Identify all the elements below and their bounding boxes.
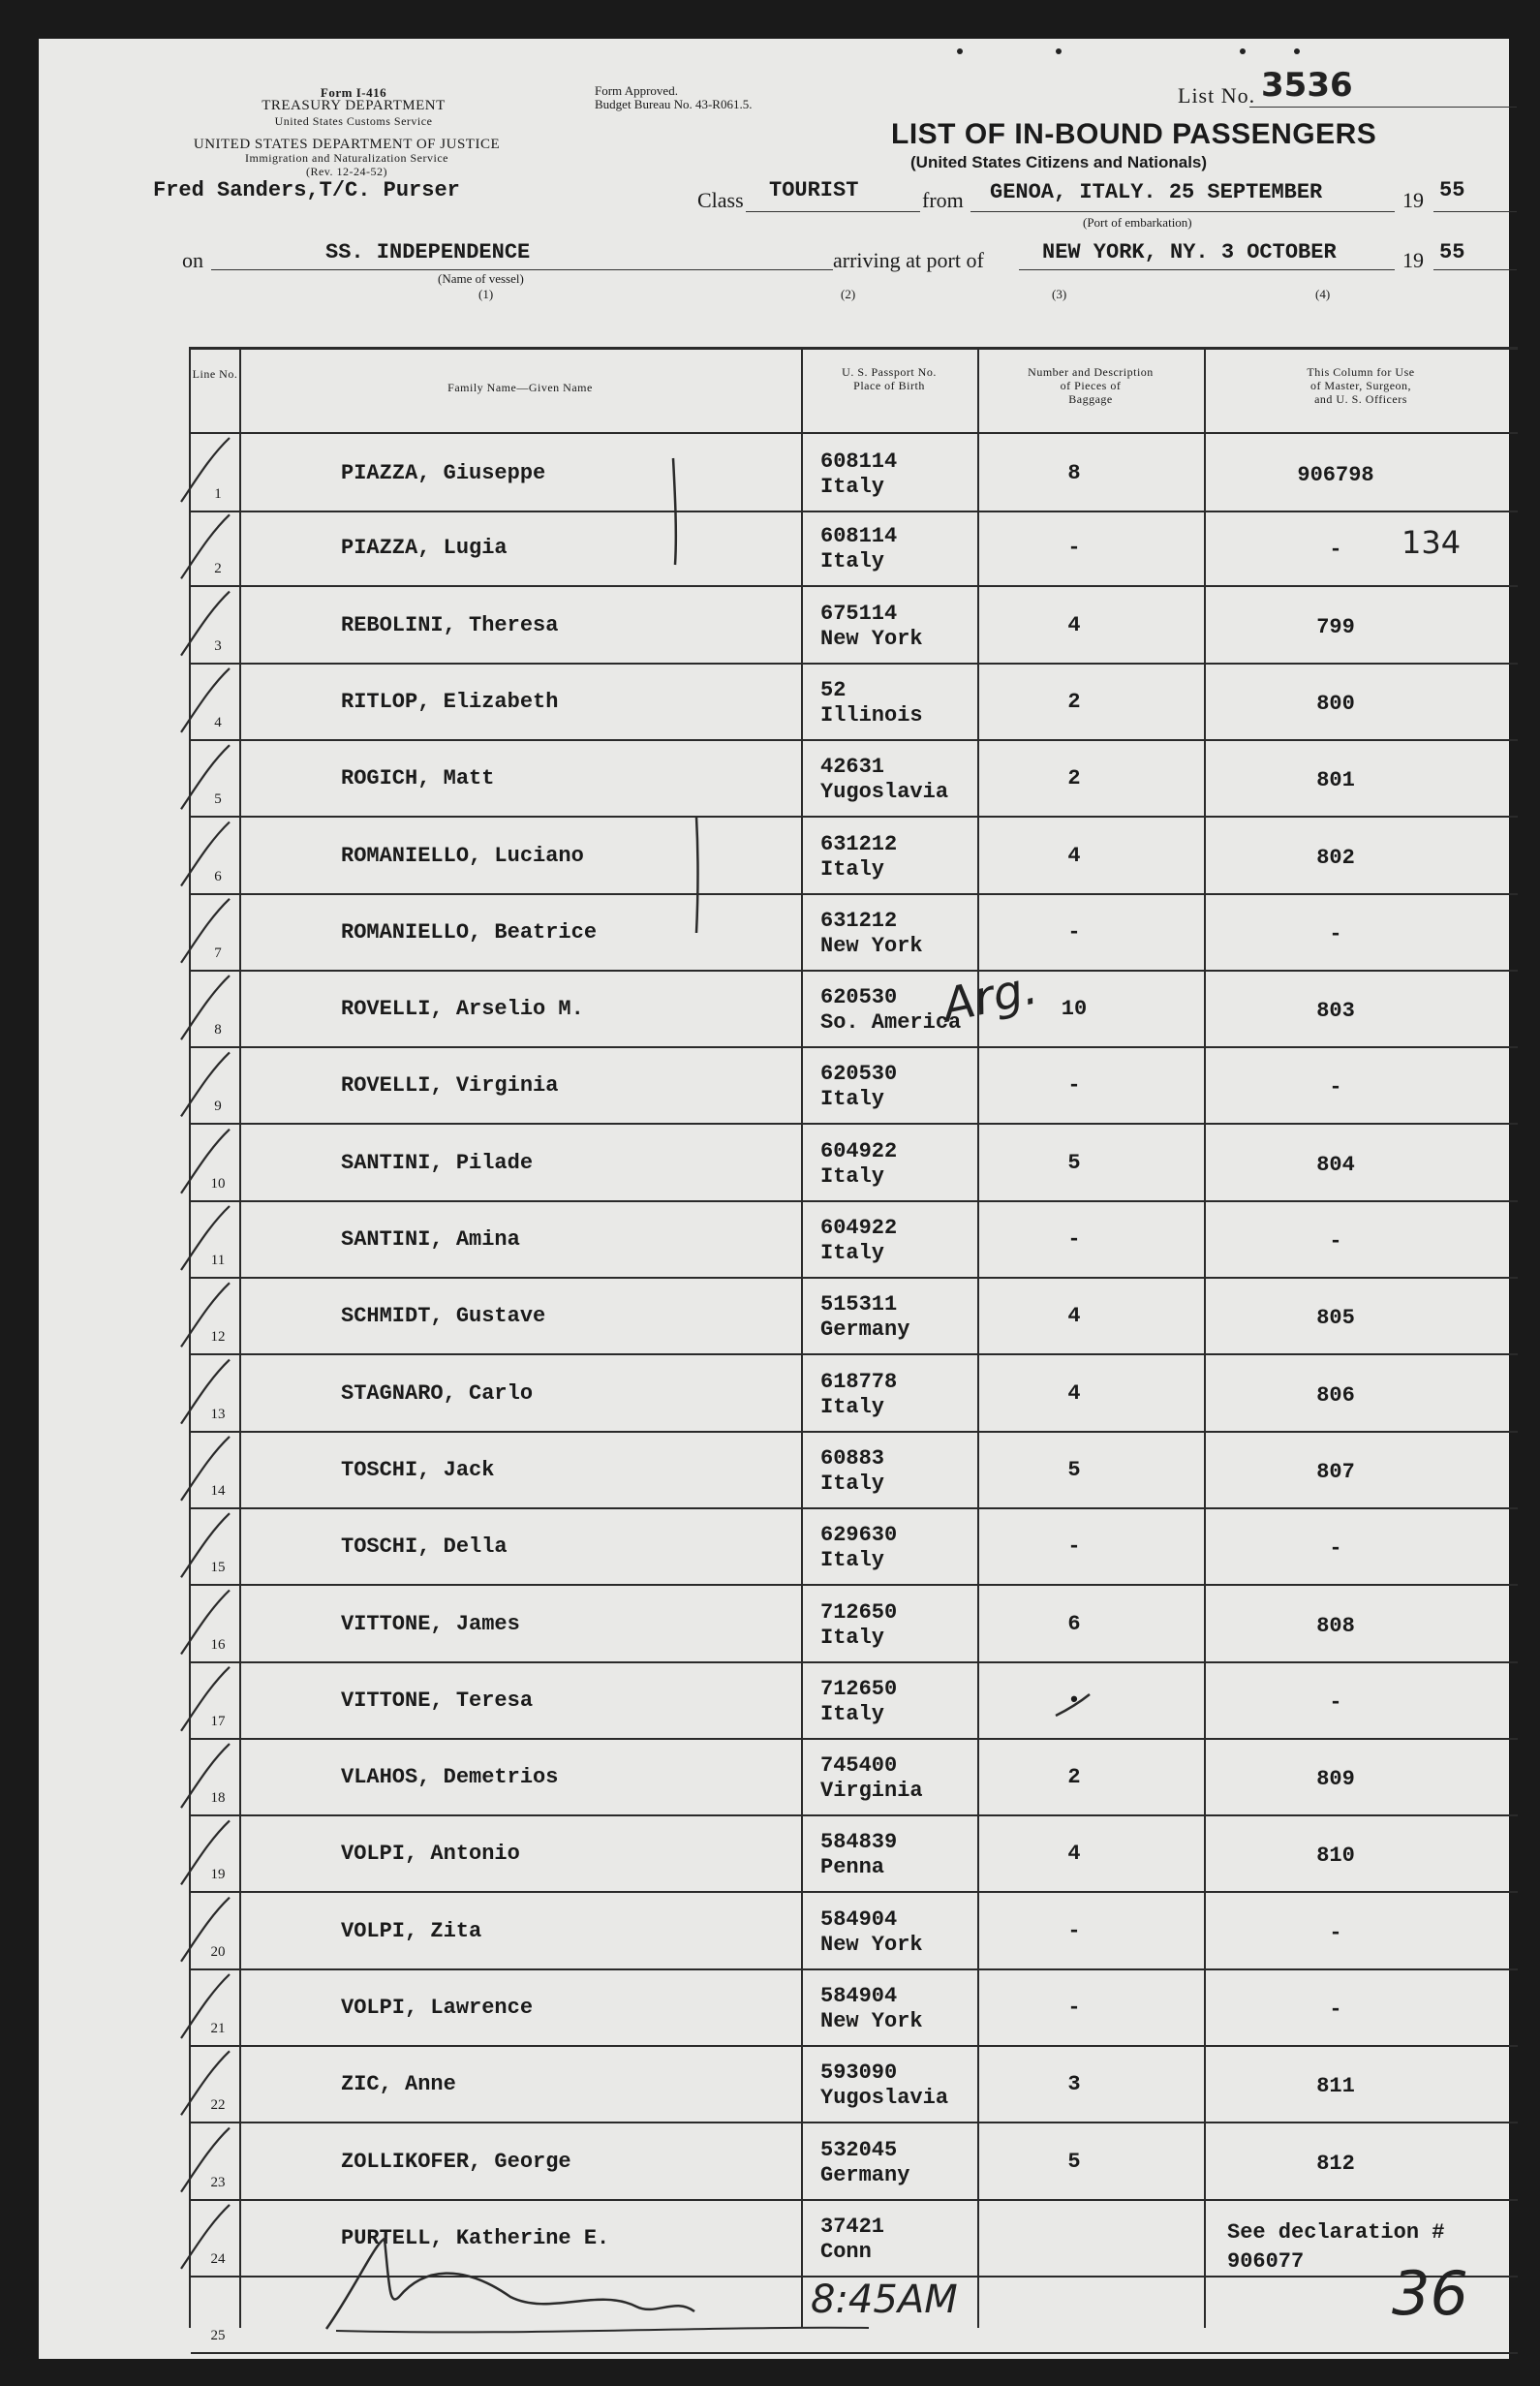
bracket-mark (696, 817, 698, 933)
officer-entry: 808 (1316, 1613, 1355, 1638)
place-of-birth: New York (820, 2009, 923, 2033)
form-approved: Form Approved. (595, 83, 678, 98)
passenger-name: VOLPI, Antonio (341, 1842, 520, 1867)
line-number: 19 (210, 1867, 226, 1883)
passenger-name: ROVELLI, Arselio M. (341, 997, 584, 1022)
ins-service: Immigration and Naturalization Service (245, 151, 448, 165)
line-number: 2 (214, 561, 222, 577)
line-number: 17 (210, 1713, 226, 1729)
passport-number: 631212 (820, 831, 898, 856)
passport-number: 675114 (820, 601, 898, 626)
line-number: 15 (210, 1560, 226, 1576)
place-of-birth: Italy (820, 549, 885, 574)
passport-number: 618778 (820, 1369, 898, 1394)
on-label: on (182, 248, 203, 272)
from-label: from (922, 188, 964, 212)
arg-note: Arg. (938, 960, 1043, 1034)
place-of-birth: Germany (820, 1317, 910, 1343)
passenger-name: ZIC, Anne (341, 2072, 456, 2097)
arrival-underline (1019, 269, 1395, 270)
passport-number: 712650 (820, 1599, 898, 1625)
baggage-count: - (1067, 919, 1081, 945)
tick-mark (181, 438, 230, 502)
budget-bureau: Budget Bureau No. 43-R061.5. (595, 97, 753, 111)
officer-entry: 805 (1316, 1306, 1355, 1331)
officer-entry: 801 (1316, 768, 1355, 793)
passenger-name: VOLPI, Lawrence (341, 1996, 534, 2020)
baggage-count: 2 (1067, 689, 1081, 714)
passport-number: 593090 (820, 2061, 898, 2086)
passport-number: 604922 (820, 1216, 898, 1240)
form-number: Form I-416 (320, 85, 387, 100)
passenger-name: PURTELL, Katherine E. (341, 2225, 610, 2250)
year-underline (1433, 211, 1517, 212)
list-no-value: 3536 (1261, 66, 1353, 105)
line-number: 24 (210, 2250, 226, 2267)
officer-entry: - (1329, 1075, 1342, 1100)
passport-number: 608114 (820, 524, 898, 549)
baggage-count: - (1067, 1918, 1081, 1943)
vessel-underline (211, 269, 833, 270)
passenger-name: TOSCHI, Della (341, 1534, 508, 1560)
passenger-name: VITTONE, Teresa (341, 1688, 534, 1713)
passport-number: 620530 (820, 985, 898, 1010)
baggage-count: 8 (1067, 461, 1081, 485)
line-number: 16 (210, 1636, 226, 1653)
document-page (39, 39, 1509, 2359)
line-number: 10 (210, 1175, 226, 1192)
edge-dot (1056, 48, 1062, 54)
class-label: Class (697, 188, 744, 212)
officer-entry: 807 (1316, 1459, 1355, 1484)
year2-prefix: 19 (1402, 248, 1424, 272)
col-header-officer-l2: of Master, Surgeon, (1309, 379, 1412, 392)
line-number: 22 (210, 2097, 226, 2114)
passenger-name: VITTONE, James (341, 1611, 520, 1636)
line-number: 13 (210, 1406, 226, 1422)
tick-mark (181, 1052, 230, 1116)
passenger-name: ROMANIELLO, Beatrice (341, 919, 598, 945)
year-value: 55 (1439, 178, 1465, 202)
col-header-baggage-l1: Number and Description (1028, 365, 1154, 379)
place-of-birth: Penna (820, 1855, 885, 1880)
col-header-passport-l1: U. S. Passport No. (842, 365, 937, 379)
officer-entry: 802 (1316, 845, 1355, 870)
place-of-birth: Italy (820, 1471, 885, 1496)
passenger-table (189, 347, 1518, 2344)
line-number: 7 (214, 945, 222, 961)
passport-number: 620530 (820, 1062, 898, 1087)
place-of-birth: Italy (820, 856, 885, 882)
officer-entry: - (1329, 1920, 1342, 1945)
officer-entry: - (1329, 1689, 1342, 1715)
place-of-birth: Italy (820, 1394, 885, 1419)
tick-mark (181, 976, 230, 1039)
passenger-name: SANTINI, Amina (341, 1227, 520, 1252)
baggage-count: 5 (1067, 1150, 1081, 1175)
treasury-department: TREASURY DEPARTMENT (262, 98, 446, 113)
passenger-name: ROMANIELLO, Luciano (341, 843, 584, 868)
baggage-count: 6 (1067, 1611, 1081, 1636)
baggage-count: 3 (1067, 2072, 1081, 2097)
col-header-name: Family Name—Given Name (447, 381, 593, 394)
passenger-name: REBOLINI, Theresa (341, 612, 559, 637)
col-header-passport-l2: Place of Birth (853, 379, 925, 392)
baggage-count: - (1067, 1073, 1081, 1099)
tick-mark (181, 514, 230, 578)
line-number: 8 (214, 1022, 222, 1038)
place-of-birth: Italy (820, 1548, 885, 1573)
passport-number: 52 (820, 677, 847, 702)
place-of-birth: Italy (820, 1163, 885, 1189)
line-number: 14 (210, 1482, 226, 1499)
tick-mark (181, 1898, 230, 1962)
page-subtitle: (United States Citizens and Nationals) (910, 153, 1208, 171)
place-of-birth: New York (820, 933, 923, 958)
baggage-count: 4 (1067, 1842, 1081, 1867)
baggage-count: 2 (1067, 1765, 1081, 1790)
arrival-value: NEW YORK, NY. 3 OCTOBER (1042, 240, 1337, 264)
place-of-birth: Italy (820, 1701, 885, 1726)
baggage-count: 2 (1067, 766, 1081, 791)
edge-dot (957, 48, 963, 54)
year2-value: 55 (1439, 240, 1465, 264)
officer-entry: 804 (1316, 1152, 1355, 1177)
customs-service: United States Customs Service (274, 114, 433, 128)
line-number: 4 (214, 714, 222, 730)
baggage-count: - (1067, 1996, 1081, 2020)
place-of-birth: Yugoslavia (820, 780, 949, 805)
baggage-count: • (1067, 1688, 1081, 1713)
tick-mark (181, 1360, 230, 1424)
passport-number: 631212 (820, 908, 898, 933)
officer-entry: 906798 (1297, 463, 1374, 487)
tick-mark (181, 2128, 230, 2192)
passport-number: 60883 (820, 1445, 885, 1471)
tick-mark (181, 592, 230, 656)
passenger-name: PIAZZA, Lugia (341, 536, 508, 561)
doj-department: UNITED STATES DEPARTMENT OF JUSTICE (193, 137, 501, 152)
line-number: 1 (214, 486, 222, 502)
page-count-note: 36 (1392, 2258, 1468, 2329)
baggage-count: 5 (1067, 1457, 1081, 1482)
place-of-birth: So. America (820, 1010, 962, 1036)
passport-number: 629630 (820, 1523, 898, 1548)
passport-number: 604922 (820, 1138, 898, 1163)
col4-number: (4) (1315, 287, 1331, 301)
line-number: 3 (214, 637, 222, 654)
col-header-line: Line No. (192, 367, 238, 381)
tick-mark (181, 1591, 230, 1655)
baggage-count: 4 (1067, 612, 1081, 637)
list-no-label: List No. (1178, 83, 1256, 108)
officer-entry: - (1329, 921, 1342, 946)
year-prefix: 19 (1402, 188, 1424, 212)
place-of-birth: Yugoslavia (820, 2086, 949, 2111)
col-header-baggage-l2: of Pieces of (1060, 379, 1122, 392)
tick-mark (181, 822, 230, 886)
col-header-officer-l3: and U. S. Officers (1314, 392, 1407, 406)
line-number: 20 (210, 1943, 226, 1960)
line-number: 23 (210, 2174, 226, 2190)
page-title: LIST OF IN-BOUND PASSENGERS (891, 118, 1377, 150)
tick-mark (181, 1206, 230, 1270)
officer-entry: - (1329, 1998, 1342, 2022)
purser-name: Fred Sanders,T/C. Purser (153, 178, 460, 202)
col1-number: (1) (478, 287, 494, 301)
place-of-birth: Italy (820, 1087, 885, 1112)
class-underline (746, 211, 920, 212)
place-of-birth: Germany (820, 2162, 910, 2187)
officer-entry: 811 (1316, 2074, 1355, 2099)
tick-mark (181, 1974, 230, 2038)
officer-entry: 800 (1316, 691, 1355, 716)
place-of-birth: Italy (820, 475, 885, 499)
baggage-count: 10 (1061, 997, 1088, 1022)
bracket-mark (673, 458, 676, 565)
line-number: 5 (214, 791, 222, 808)
edge-dot (1294, 48, 1300, 54)
officer-entry: - (1329, 1536, 1342, 1562)
passenger-name: PIAZZA, Giuseppe (341, 461, 546, 485)
baggage-count: - (1067, 536, 1081, 561)
officer-entry: 799 (1316, 614, 1355, 639)
officer-entry: - (1329, 538, 1342, 563)
officer-entry: 803 (1316, 999, 1355, 1024)
tick-mark (181, 2205, 230, 2269)
col2-number: (2) (841, 287, 856, 301)
passenger-name: VOLPI, Zita (341, 1918, 482, 1943)
baggage-count: - (1067, 1534, 1081, 1560)
line-number: 6 (214, 868, 222, 884)
passport-number: 515311 (820, 1292, 898, 1317)
passport-number: 584839 (820, 1830, 898, 1855)
line-number: 9 (214, 1099, 222, 1115)
line-number: 11 (210, 1253, 226, 1268)
place-of-birth: Italy (820, 1241, 885, 1265)
class-value: TOURIST (769, 178, 859, 202)
tick-mark (1056, 1694, 1090, 1716)
passenger-name: VLAHOS, Demetrios (341, 1765, 559, 1790)
place-of-birth: Conn (820, 2239, 872, 2264)
passport-number: 608114 (820, 449, 898, 474)
passport-number: 712650 (820, 1676, 898, 1701)
embarkation-value: GENOA, ITALY. 25 SEPTEMBER (990, 180, 1323, 204)
passenger-name: SCHMIDT, Gustave (341, 1304, 546, 1329)
passenger-name: RITLOP, Elizabeth (341, 689, 559, 714)
col-header-officer-l1: This Column for Use (1307, 365, 1415, 379)
line-number: 18 (210, 1790, 226, 1807)
officer-entry: See declaration # 906077 (1227, 2219, 1445, 2274)
place-of-birth: Illinois (820, 702, 923, 728)
officer-entry: 812 (1316, 2151, 1355, 2176)
tick-mark (181, 1667, 230, 1731)
arriving-label: arriving at port of (833, 248, 984, 272)
place-of-birth: Virginia (820, 1779, 923, 1804)
from-underline (970, 211, 1395, 212)
officer-entry: 810 (1316, 1844, 1355, 1869)
vessel-name: SS. INDEPENDENCE (325, 240, 531, 264)
passenger-name: ROGICH, Matt (341, 766, 495, 791)
line-number: 12 (210, 1329, 226, 1346)
line-number: 25 (210, 2328, 226, 2344)
passport-number: 745400 (820, 1753, 898, 1779)
edge-dot (1240, 48, 1246, 54)
line-number: 21 (210, 2021, 226, 2036)
place-of-birth: Italy (820, 1625, 885, 1650)
signature-mark (326, 2239, 694, 2329)
passenger-name: ROVELLI, Virginia (341, 1073, 559, 1099)
margin-note: 134 (1401, 524, 1462, 561)
col3-number: (3) (1052, 287, 1067, 301)
tick-mark (181, 1437, 230, 1501)
officer-entry: 809 (1316, 1767, 1355, 1792)
passport-number: 37421 (820, 2214, 885, 2239)
baggage-count: 4 (1067, 1380, 1081, 1406)
place-of-birth: New York (820, 1932, 923, 1957)
tick-mark (181, 1744, 230, 1808)
passenger-name: TOSCHI, Jack (341, 1457, 495, 1482)
passenger-name: SANTINI, Pilade (341, 1150, 534, 1175)
passenger-name: STAGNARO, Carlo (341, 1380, 534, 1406)
time-note: 8:45AM (811, 2278, 958, 2322)
tick-mark (181, 1130, 230, 1193)
list-no-underline (1249, 107, 1517, 108)
baggage-count: 4 (1067, 843, 1081, 868)
handwriting-overlay (191, 350, 1518, 2328)
port-embarkation-caption: (Port of embarkation) (1083, 215, 1192, 230)
passport-number: 584904 (820, 1984, 898, 2008)
passport-number: 532045 (820, 2137, 898, 2162)
officer-entry: 806 (1316, 1382, 1355, 1408)
tick-mark (181, 2051, 230, 2115)
officer-entry: - (1329, 1229, 1342, 1254)
place-of-birth: New York (820, 626, 923, 651)
year2-underline (1433, 269, 1517, 270)
passport-number: 584904 (820, 1906, 898, 1932)
baggage-count: 4 (1067, 1304, 1081, 1329)
passenger-name: ZOLLIKOFER, George (341, 2149, 571, 2174)
form-revision: (Rev. 12-24-52) (305, 165, 388, 178)
tick-mark (181, 1283, 230, 1347)
tick-mark (181, 899, 230, 963)
baggage-count: - (1067, 1227, 1081, 1252)
tick-mark (181, 1820, 230, 1884)
vessel-caption: (Name of vessel) (438, 271, 524, 286)
tick-mark (181, 668, 230, 732)
col-header-baggage-l3: Baggage (1068, 392, 1113, 406)
baggage-count: 5 (1067, 2149, 1081, 2174)
passport-number: 42631 (820, 755, 885, 780)
tick-mark (181, 745, 230, 809)
tick-mark (181, 1513, 230, 1577)
